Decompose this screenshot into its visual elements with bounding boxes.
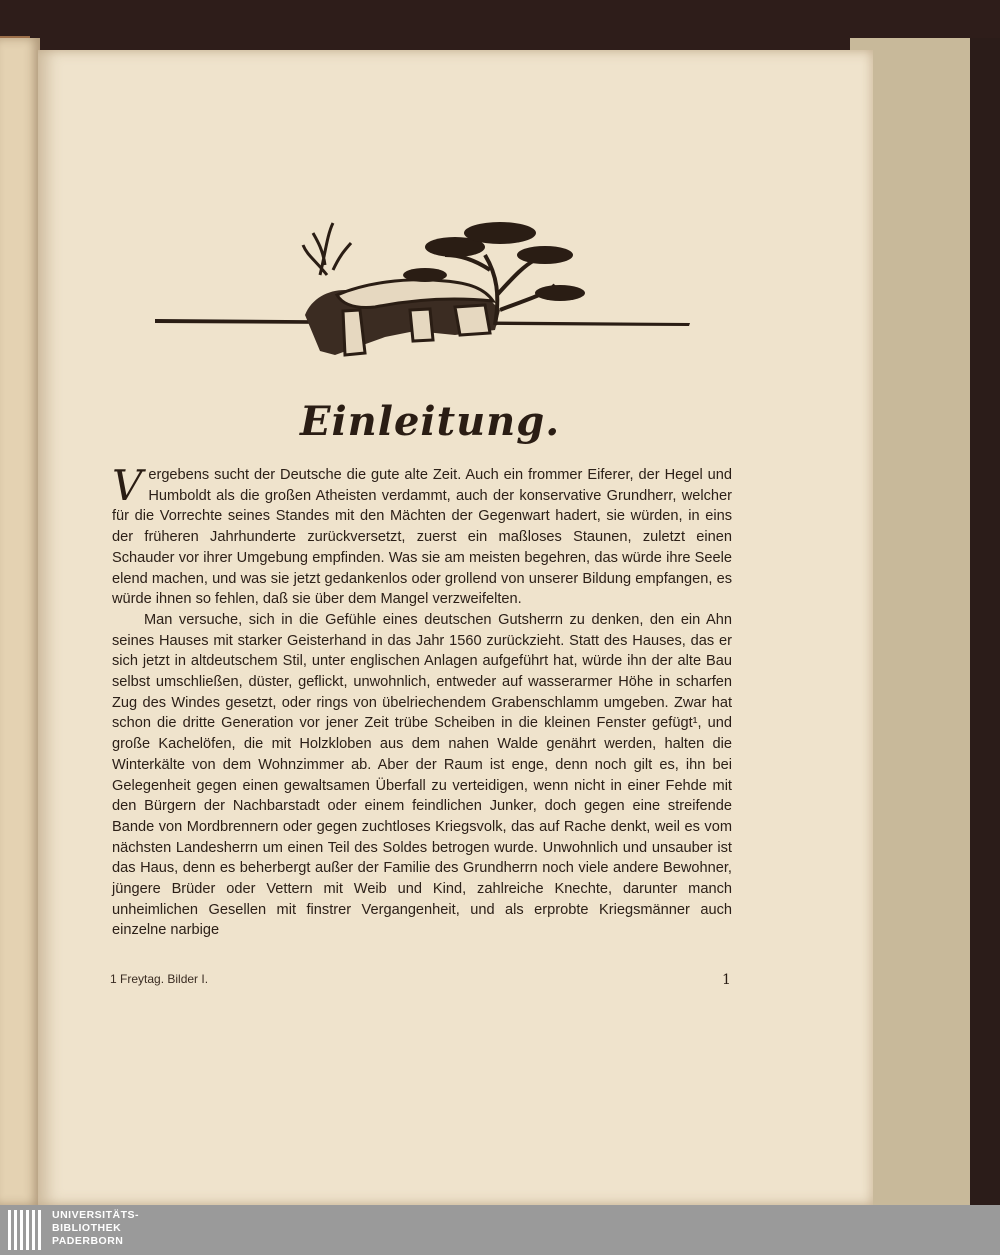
paragraph-1-text: ergebens sucht der Deutsche die gute alte Zeit. Auch ein frommer Eiferer, der Hegel und Humboldt als die großen Atheisten verdammt, auch der konservative Grundherr, welcher für die Vorrechte seines Standes mit den Mächten der Gegenwart hadert, sie würden, in eins der früheren Jahrhunderte zurückversetzt, zuerst ein maßloses Staunen, zuletzt einen Schauder vor ihrer Umgebung empfinden. Was sie am meisten begehren, das würde ihre Seele elend machen, und was sie jetzt gedankenlos oder grollend von unserer Bildung empfangen, es würde ihnen so fehlen, daß sie über dem Mangel verzweifelten.	[112, 467, 732, 608]
body-text	[112, 461, 732, 941]
page-number: 1	[722, 972, 731, 988]
chapter-title: Einleitung.	[300, 398, 561, 445]
drop-cap-initial: V	[112, 461, 143, 510]
library-footer-bar	[0, 1205, 1000, 1255]
library-name-line-1: UNIVERSITÄTS-	[52, 1209, 140, 1221]
paragraph-2: Man versuche, sich in die Gefühle eines deutschen Gutsherrn zu denken, den ein Ahn seines Hauses mit starker Geisterhand in das Jahr 1560 zurückzieht. Statt des Hauses, das er sich jetzt in altdeutschem Stil, unter englischen Anlagen aufgeführt hat, würde ihn der alte Bau selbst umschließen, düster, geflickt, unwohnlich, entweder auf wasserarmer Höhe in scharfen Zug des Windes gesetzt, oder rings von übelriechendem Grabenschlamm umgeben. Zwar hat schon die dritte Generation vor jener Zeit trübe Scheiben in die kleinen Fenster gefügt¹, und große Kachelöfen, die mit Holzkloben aus dem nahen Walde genährt werden, halten die Winterkälte von dem Wohnzimmer ab. Aber der Raum ist enge, denn noch gilt es, ihn bei Gelegenheit gegen einen gewaltsamen Überfall zu verteidigen, wenn nicht in einer Fehde mit den Bürgern der Nachbarstadt oder einem feindlichen Junker, doch gegen eine streifende Bande von Mordbrennern oder gegen zuchtloses Kriegsvolk, das auf Rache denkt, weil es vom nächsten Landesherrn um einen Teil des Soldes betrogen wurde. Unwohnlich und unsauber ist das Haus, denn es beherbergt außer der Familie des Grundherrn noch viele andere Bewohner, jüngere Brüder oder Vettern mit Weib und Kind, zahlreiche Knechte, darunter manch unheimlichen Gesellen mit finstrer Vergangenheit, und als erprobte Kriegsmänner auch einzelne narbige	[112, 611, 732, 939]
paragraph-1	[112, 461, 732, 610]
university-library-logo-icon	[6, 1208, 46, 1252]
library-name-line-2: BIBLIOTHEK	[52, 1222, 122, 1234]
library-name-line-3: PADERBORN	[52, 1235, 124, 1247]
printer-signature: 1 Freytag. Bilder I.	[110, 972, 209, 986]
left-page	[0, 38, 40, 1205]
library-name	[52, 1209, 139, 1248]
dolmen-vignette-illustration	[155, 215, 695, 365]
